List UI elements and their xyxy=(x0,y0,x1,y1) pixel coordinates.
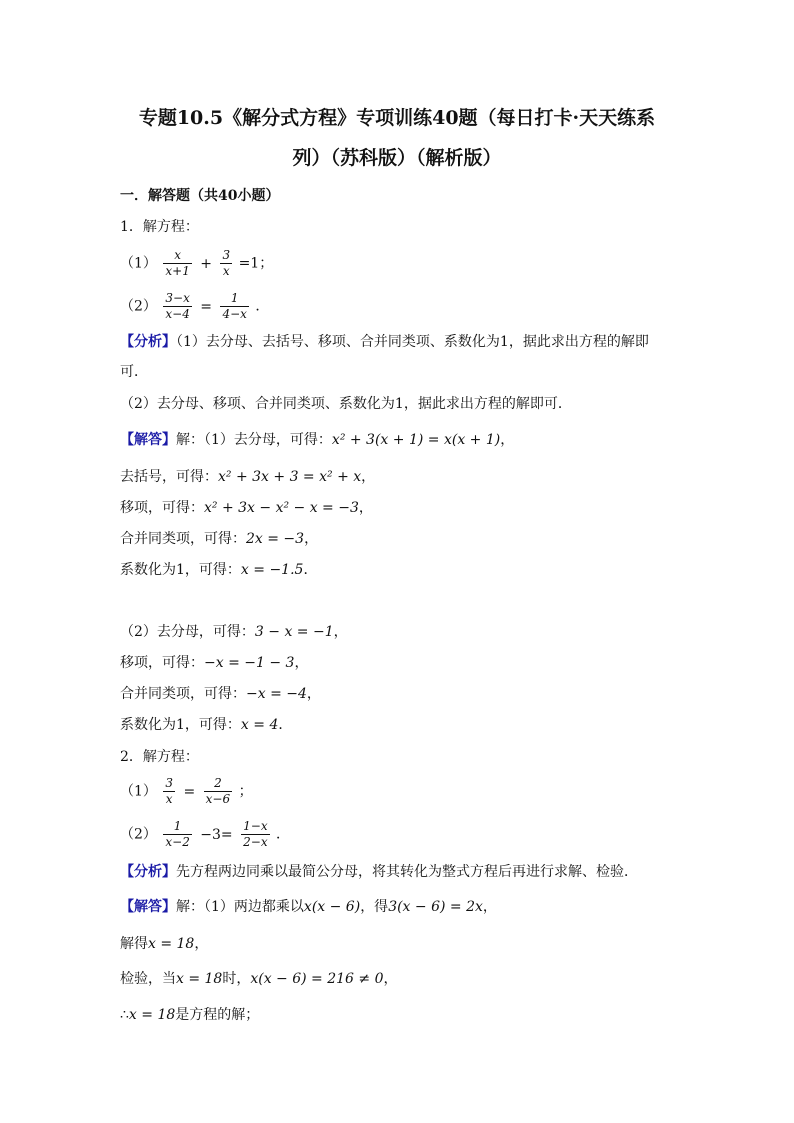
q1-step4: 系数化为1，可得：x = −1.5． xyxy=(120,562,318,578)
answer-tag: 【解答】 xyxy=(120,899,176,915)
q1-part1-fraction2: $\frac{3}{x}$ xyxy=(222,248,231,278)
answer-tag: 【解答】 xyxy=(120,432,176,448)
q1-part1-label: （1） xyxy=(120,255,157,272)
document-title-line2: 列）（苏科版）（解析版） xyxy=(292,147,502,169)
q2-part2-label: （2） xyxy=(120,826,157,843)
q1-part2-step4: 系数化为1，可得：x = 4． xyxy=(120,717,293,733)
q1-analysis-part2: （2）去分母、移项、合并同类项、系数化为1，据此求出方程的解即可． xyxy=(120,396,572,412)
q2-step2: 检验，当x = 18时，x(x − 6) = 216 ≠ 0， xyxy=(120,971,398,987)
q2-part1-equation: （1） $\frac{3}{x}$ = $\frac{2}{x-6}$ ； xyxy=(120,776,253,806)
document-title-line1: 专题10.5《解分式方程》专项训练40题（每日打卡·天天练系 xyxy=(138,107,656,129)
q1-part2-fraction2: $\frac{1}{4-x}$ xyxy=(222,291,247,321)
q2-part2-equation: （2） $\frac{1}{x-2}$ −3= $\frac{1-x}{2-x}$ ． xyxy=(120,819,291,849)
q1-part2-step3: 合并同类项，可得：−x = −4， xyxy=(120,686,321,702)
q2-part1-fraction2: $\frac{2}{x-6}$ xyxy=(205,776,231,806)
q1-part1-fraction1: $\frac{x}{x+1}$ xyxy=(165,248,190,278)
q2-step1: 解得x = 18， xyxy=(120,936,209,952)
section-heading: 一．解答题（共40小题） xyxy=(120,188,280,204)
q1-part2-equation: （2） $\frac{3-x}{x-4}$ = $\frac{1}{4-x}$ ． xyxy=(120,291,270,321)
q1-step2: 移项，可得：x² + 3x − x² − x = −3， xyxy=(120,500,373,516)
q1-step3: 合并同类项，可得：2x = −3， xyxy=(120,531,319,547)
q1-step1: 去括号，可得：x² + 3x + 3 = x² + x， xyxy=(120,469,376,485)
q1-part1-equation: （1） $\frac{x}{x+1}$ + $\frac{3}{x}$ =1； xyxy=(120,248,274,278)
q2-step3: ∴x = 18是方程的解； xyxy=(120,1007,260,1023)
q1-analysis: 【分析】（1）去分母、去括号、移项、合并同类项、系数化为1，据此求出方程的解即 xyxy=(120,334,649,350)
analysis-tag: 【分析】 xyxy=(120,864,176,880)
q1-analysis-cont: 可． xyxy=(120,364,148,380)
q2-part1-label: （1） xyxy=(120,783,157,800)
q2-analysis: 【分析】先方程两边同乘以最简公分母，将其转化为整式方程后再进行求解、检验． xyxy=(120,864,638,880)
q2-part2-fraction1: $\frac{1}{x-2}$ xyxy=(165,819,190,849)
q1-part2-label: （2） xyxy=(120,298,157,315)
q2-part2-fraction2: $\frac{1-x}{2-x}$ xyxy=(243,819,268,849)
q1-part2-step1: （2）去分母，可得：3 − x = −1， xyxy=(120,624,348,640)
q1-answer: 【解答】解：（1）去分母，可得：x² + 3(x + 1) = x(x + 1)， xyxy=(120,432,515,448)
q2-part1-fraction1: $\frac{3}{x}$ xyxy=(165,776,174,806)
q2-answer: 【解答】解：（1）两边都乘以x(x − 6)，得3(x − 6) = 2x， xyxy=(120,899,497,915)
q1-part2-fraction1: $\frac{3-x}{x-4}$ xyxy=(165,291,190,321)
analysis-tag: 【分析】 xyxy=(120,334,176,350)
q1-part2-step2: 移项，可得：−x = −1 − 3， xyxy=(120,655,309,671)
q1-stem: 1．解方程： xyxy=(120,219,199,235)
q2-stem: 2．解方程： xyxy=(120,749,199,765)
